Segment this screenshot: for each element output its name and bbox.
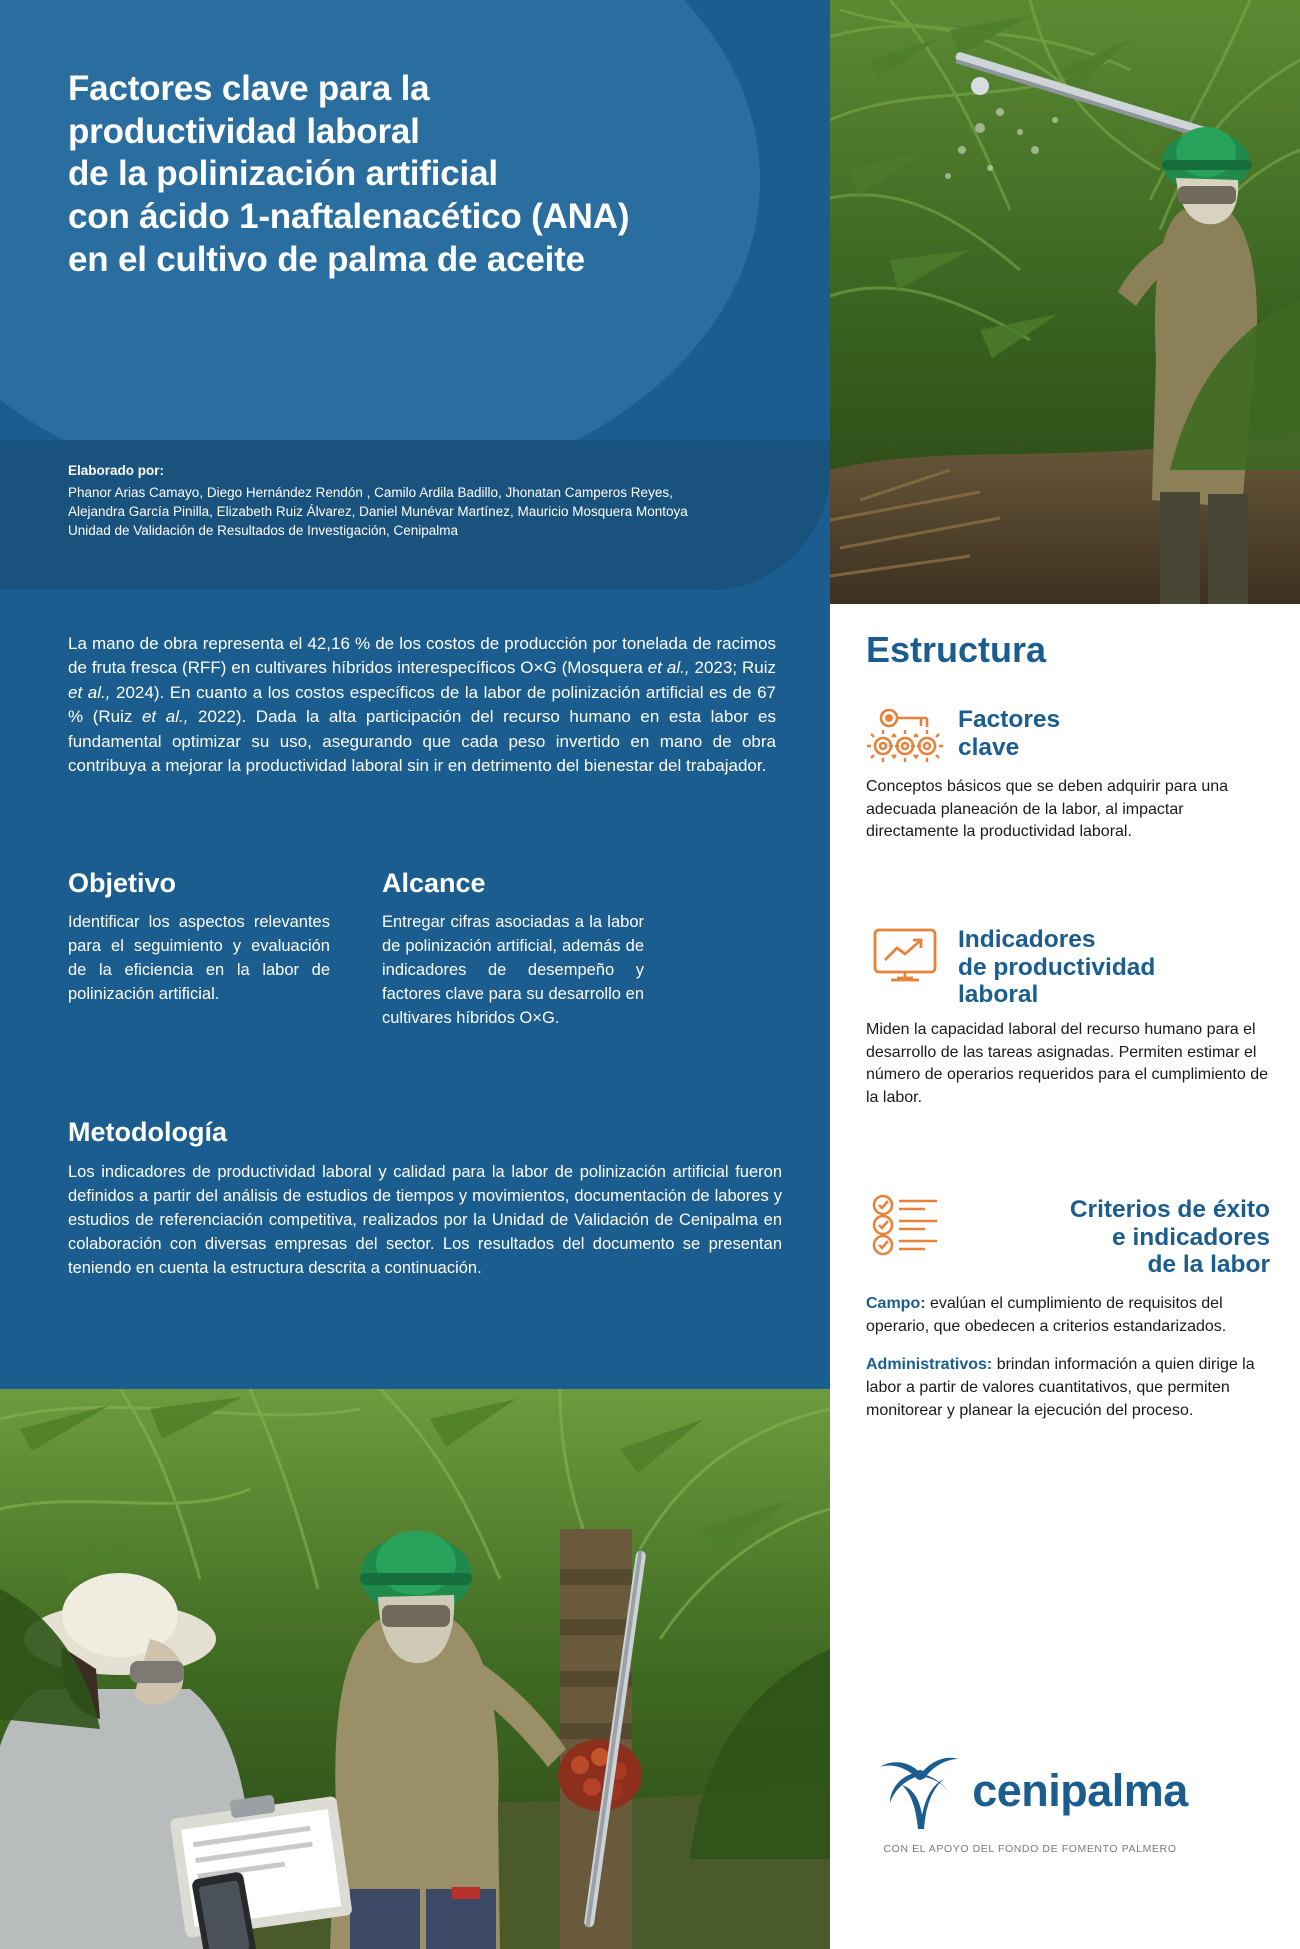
administrativos-label: Administrativos: (866, 1356, 993, 1374)
intro-seg-3: 2024). En cuanto a los costos específicos de la labor de polinización artificial es de 67 % (Ruiz (68, 682, 776, 727)
photo-bottom-illustration (0, 1389, 830, 1949)
section-title-line-2: clave (958, 733, 1020, 761)
intro-paragraph (68, 632, 776, 779)
authors-block (68, 463, 768, 540)
administrativos-text: brindan información a quien dirige la labor a partir de valores cuantitativos, que permiten monitorear y planear la ejecución del proceso. (866, 1356, 1255, 1419)
intro-italic-2: et al., (68, 682, 111, 702)
title-line-4: con ácido 1-naftalenacético (ANA) (68, 197, 630, 237)
intro-italic-1: et al., (647, 658, 690, 678)
section-title-line-2: de productividad (958, 953, 1156, 981)
objetivo-heading: Objetivo (68, 868, 177, 898)
title-line-1: Factores clave para la (68, 69, 430, 108)
left-blue-panel (0, 0, 830, 1389)
intro-seg-1: La mano de obra representa el 42,16 % de los costos de producción por tonelada de racimos de fruta fresca (RFF) en cultivares híbridos interespecíficos O×G (Mosquera (68, 634, 776, 678)
authors-line-2: Alejandra García Pinilla, Elizabeth Ruiz Álvarez, Daniel Munévar Martínez, Mauricio Mosquera Montoya (68, 504, 688, 520)
estructura-heading: Estructura (866, 629, 1047, 670)
section-title-line-1: Factores (958, 706, 1061, 733)
section-title-line-1: Criterios de éxito (1069, 1196, 1270, 1223)
section-body-campo (866, 1293, 1270, 1338)
checklist-icon (866, 1194, 944, 1256)
logo-tagline: CON EL APOYO DEL FONDO DE FOMENTO PALMERO (883, 1843, 1177, 1855)
page-title (68, 68, 798, 281)
intro-seg-4: 2022). Dada la alta participación del recurso humano en esta labor es fundamental optimizar su uso, asegurando que cada peso invertido en mano de obra contribuya a mejorar la productividad laboral sin ir en detrimento del bienestar del trabajador. (68, 707, 776, 776)
section-title-line-1: Indicadores (958, 926, 1096, 953)
palm-logo-icon (872, 1745, 964, 1837)
section-title-line-3: de la labor (1147, 1251, 1270, 1279)
section-body-text: Miden la capacidad laboral del recurso humano para el desarrollo de las tareas asignadas. Permiten estimar el número de operarios requeridos para el cumplimiento de la labor. (866, 1021, 1268, 1107)
section-header (866, 1194, 1270, 1279)
metodologia-block (68, 1117, 782, 1280)
metodologia-heading: Metodología (68, 1117, 227, 1147)
estructura-section-criterios (866, 1194, 1270, 1423)
cenipalma-logo (880, 1745, 1188, 1865)
authors-line-3: Unidad de Validación de Resultados de Investigación, Cenipalma (68, 523, 458, 539)
estructura-section-indicadores (866, 924, 1270, 1110)
title-line-3: de la polinización artificial (68, 154, 498, 194)
objetivo-text: Identificar los aspectos relevantes para el seguimiento y evaluación de la eficiencia en la labor de polinización artificial. (68, 913, 330, 1003)
alcance-text: Entregar cifras asociadas a la labor de polinización artificial, además de indicadores de desempeño y factores clave para su desarrollo en cultivares híbridos O×G. (382, 913, 644, 1027)
logo-row (872, 1745, 1188, 1837)
estructura-section-factores-clave (866, 704, 1270, 844)
alcance-block (382, 868, 644, 1031)
photo-top-illustration (830, 0, 1300, 604)
photo-pollination-worker (830, 0, 1300, 604)
section-title (958, 1194, 1270, 1279)
alcance-heading: Alcance (382, 868, 486, 898)
objetivo-alcance-row (68, 868, 788, 1031)
intro-seg-2: 2023; Ruiz (689, 658, 776, 678)
title-line-2: productividad laboral (68, 111, 420, 151)
authors-label: Elaborado por: (68, 463, 165, 478)
objetivo-block (68, 868, 330, 1031)
section-body-administrativos (866, 1354, 1270, 1422)
section-title-line-2: e indicadores (1112, 1223, 1270, 1251)
section-title (958, 924, 1155, 1009)
campo-text: evalúan el cumplimiento de requisitos del operario, que obedecen a criterios estandarizados. (866, 1295, 1227, 1335)
section-title-line-3: laboral (958, 981, 1039, 1009)
section-header (866, 704, 1270, 766)
section-body-text: Conceptos básicos que se deben adquirir para una adecuada planeación de la labor, al impactar directamente la productividad laboral. (866, 778, 1229, 841)
section-title (958, 704, 1060, 761)
authors-line-1: Phanor Arias Camayo, Diego Hernández Rendón , Camilo Ardila Badillo, Jhonatan Camperos Reyes, (68, 485, 673, 500)
logo-wordmark: cenipalma (972, 1765, 1188, 1816)
chart-monitor-icon (866, 924, 944, 986)
metodologia-text: Los indicadores de productividad laboral y calidad para la labor de polinización artificial fueron definidos a partir del análisis de estudios de tiempos y movimientos, documentación de labores y estudios de referenciación competitiva, realizados por la Unidad de Validación de Cenipalma en colaboración con diversas empresas del sector. Los resultados del documento se presentan teniendo en cuenta la estructura descrita a continuación. (68, 1163, 782, 1278)
photo-field-supervision (0, 1389, 830, 1949)
campo-label: Campo: (866, 1295, 926, 1313)
intro-italic-3: et al., (141, 707, 189, 727)
title-line-5: en el cultivo de palma de aceite (68, 239, 585, 279)
section-header (866, 924, 1270, 1009)
gears-key-icon (866, 704, 944, 766)
